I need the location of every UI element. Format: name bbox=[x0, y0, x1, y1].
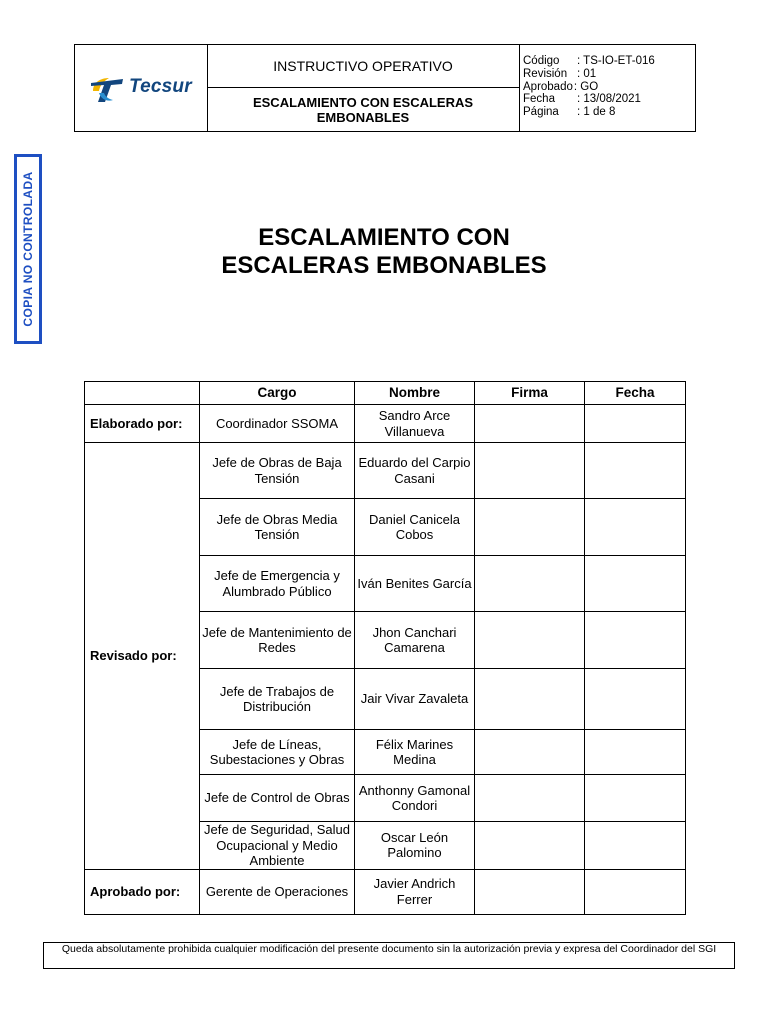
cargo-cell: Jefe de Trabajos de Distribución bbox=[200, 669, 355, 730]
firma-cell bbox=[475, 730, 585, 775]
firma-cell bbox=[475, 822, 585, 870]
fecha-cell bbox=[585, 499, 686, 556]
fecha-cell bbox=[585, 443, 686, 499]
nombre-cell: Anthonny Gamonal Condori bbox=[355, 775, 475, 822]
tecsur-emblem-icon bbox=[87, 73, 127, 105]
page-title-line1: ESCALAMIENTO CON bbox=[258, 224, 510, 251]
fecha-cell bbox=[585, 669, 686, 730]
cargo-cell: Jefe de Obras Media Tensión bbox=[200, 499, 355, 556]
document-meta bbox=[523, 55, 655, 119]
nombre-cell: Daniel Canicela Cobos bbox=[355, 499, 475, 556]
document-title-text: ESCALAMIENTO CON ESCALERAS EMBONABLES bbox=[252, 94, 474, 125]
nombre-cell: Jair Vivar Zavaleta bbox=[355, 669, 475, 730]
document-type: INSTRUCTIVO OPERATIVO bbox=[207, 45, 519, 88]
header-center bbox=[207, 45, 520, 131]
table-header-row bbox=[85, 382, 686, 405]
firma-cell bbox=[475, 669, 585, 730]
cargo-cell: Jefe de Control de Obras bbox=[200, 775, 355, 822]
fecha-cell bbox=[585, 556, 686, 612]
fecha-cell bbox=[585, 730, 686, 775]
tecsur-logo bbox=[87, 73, 207, 105]
header-fecha: Fecha bbox=[585, 382, 686, 405]
nombre-cell: Jhon Canchari Camarena bbox=[355, 612, 475, 669]
nombre-cell: Sandro Arce Villanueva bbox=[355, 405, 475, 443]
meta-codigo: Código : TS-IO-ET-016 bbox=[523, 55, 655, 67]
header-empty bbox=[85, 382, 200, 405]
nombre-cell: Eduardo del Carpio Casani bbox=[355, 443, 475, 499]
nombre-cell: Félix Marines Medina bbox=[355, 730, 475, 775]
firma-cell bbox=[475, 405, 585, 443]
header-firma: Firma bbox=[475, 382, 585, 405]
firma-cell bbox=[475, 499, 585, 556]
nombre-cell: Javier Andrich Ferrer bbox=[355, 869, 475, 914]
nombre-cell: Iván Benites García bbox=[355, 556, 475, 612]
page-title bbox=[0, 224, 768, 280]
firma-cell bbox=[475, 443, 585, 499]
fecha-cell bbox=[585, 822, 686, 870]
logo-text: Tecsur bbox=[129, 76, 192, 97]
logo-cell bbox=[75, 45, 208, 131]
cargo-cell: Coordinador SSOMA bbox=[200, 405, 355, 443]
document-title-header bbox=[207, 88, 519, 131]
revisado-label: Revisado por: bbox=[85, 443, 200, 870]
table-row bbox=[85, 869, 686, 914]
firma-cell bbox=[475, 556, 585, 612]
stamp-text: COPIA NO CONTROLADA bbox=[21, 171, 35, 327]
aprobado-label: Aprobado por: bbox=[85, 869, 200, 914]
fecha-cell bbox=[585, 869, 686, 914]
footer-notice: Queda absolutamente prohibida cualquier modificación del presente documento sin la autorización previa y expresa del Coordinador del SGI bbox=[43, 942, 735, 969]
meta-pagina: Página : 1 de 8 bbox=[523, 106, 616, 119]
approval-table bbox=[84, 381, 686, 915]
firma-cell bbox=[475, 869, 585, 914]
header-nombre: Nombre bbox=[355, 382, 475, 405]
fecha-cell bbox=[585, 612, 686, 669]
meta-revision: Revisión : 01 bbox=[523, 67, 597, 80]
firma-cell bbox=[475, 775, 585, 822]
cargo-cell: Jefe de Mantenimiento de Redes bbox=[200, 612, 355, 669]
cargo-cell: Jefe de Líneas, Subestaciones y Obras bbox=[200, 730, 355, 775]
cargo-cell: Jefe de Emergencia y Alumbrado Público bbox=[200, 556, 355, 612]
cargo-cell: Jefe de Obras de Baja Tensión bbox=[200, 443, 355, 499]
page-title-line2: ESCALERAS EMBONABLES bbox=[221, 252, 547, 279]
cargo-cell: Gerente de Operaciones bbox=[200, 869, 355, 914]
nombre-cell: Oscar León Palomino bbox=[355, 822, 475, 870]
header-cargo: Cargo bbox=[200, 382, 355, 405]
fecha-cell bbox=[585, 405, 686, 443]
fecha-cell bbox=[585, 775, 686, 822]
elaborado-label: Elaborado por: bbox=[85, 405, 200, 443]
document-header bbox=[74, 44, 696, 132]
table-row bbox=[85, 443, 686, 499]
meta-fecha: Fecha : 13/08/2021 bbox=[523, 93, 641, 106]
cargo-cell: Jefe de Seguridad, Salud Ocupacional y Medio Ambiente bbox=[200, 822, 355, 870]
firma-cell bbox=[475, 612, 585, 669]
meta-aprobado: Aprobado : GO bbox=[523, 80, 599, 93]
table-row bbox=[85, 405, 686, 443]
